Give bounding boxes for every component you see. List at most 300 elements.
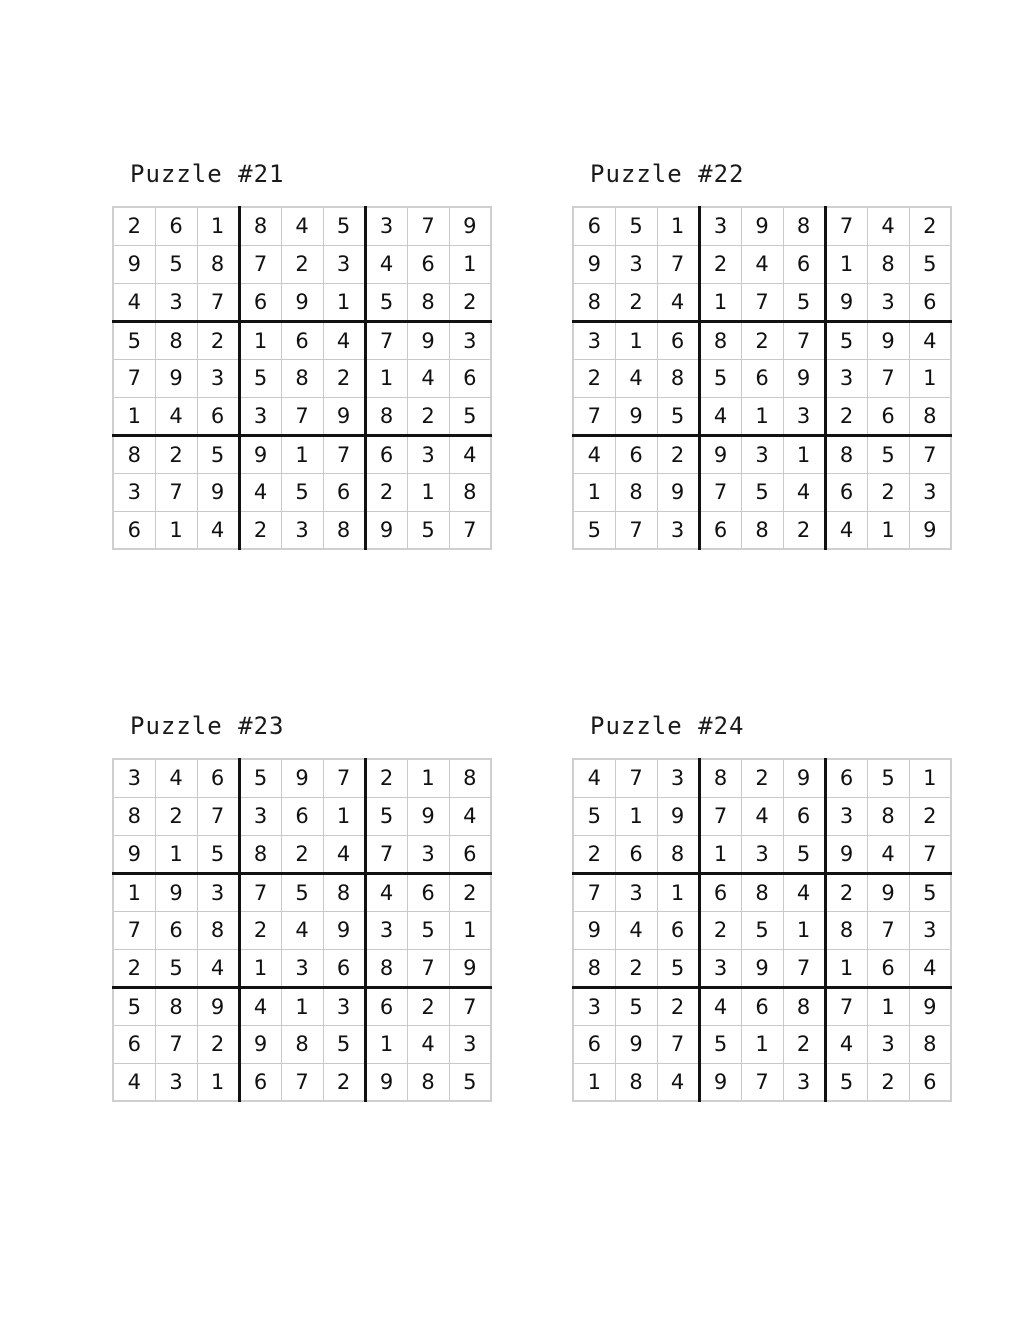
sudoku-cell[interactable]: 5 (239, 759, 281, 797)
sudoku-cell[interactable]: 5 (573, 511, 615, 549)
sudoku-cell[interactable]: 3 (783, 1063, 825, 1101)
sudoku-cell[interactable]: 4 (909, 949, 951, 987)
sudoku-cell[interactable]: 7 (615, 759, 657, 797)
sudoku-cell[interactable]: 7 (867, 359, 909, 397)
sudoku-cell[interactable]: 8 (365, 949, 407, 987)
sudoku-cell[interactable]: 4 (239, 473, 281, 511)
sudoku-cell[interactable]: 6 (449, 835, 491, 873)
sudoku-cell[interactable]: 9 (573, 245, 615, 283)
sudoku-cell[interactable]: 3 (407, 435, 449, 473)
sudoku-cell[interactable]: 9 (407, 321, 449, 359)
sudoku-cell[interactable]: 9 (365, 1063, 407, 1101)
sudoku-cell[interactable]: 6 (699, 511, 741, 549)
sudoku-cell[interactable]: 8 (573, 283, 615, 321)
sudoku-cell[interactable]: 1 (825, 949, 867, 987)
sudoku-cell[interactable]: 1 (867, 511, 909, 549)
sudoku-cell[interactable]: 9 (197, 473, 239, 511)
sudoku-cell[interactable]: 3 (909, 473, 951, 511)
sudoku-cell[interactable]: 2 (825, 873, 867, 911)
sudoku-cell[interactable]: 5 (615, 987, 657, 1025)
sudoku-cell[interactable]: 9 (323, 911, 365, 949)
sudoku-cell[interactable]: 3 (155, 1063, 197, 1101)
sudoku-cell[interactable]: 3 (113, 759, 155, 797)
sudoku-cell[interactable]: 9 (155, 359, 197, 397)
sudoku-cell[interactable]: 7 (239, 245, 281, 283)
sudoku-cell[interactable]: 2 (197, 1025, 239, 1063)
sudoku-cell[interactable]: 3 (573, 321, 615, 359)
sudoku-cell[interactable]: 2 (365, 759, 407, 797)
sudoku-cell[interactable]: 9 (615, 1025, 657, 1063)
sudoku-cell[interactable]: 3 (657, 511, 699, 549)
sudoku-cell[interactable]: 8 (113, 797, 155, 835)
sudoku-cell[interactable]: 5 (197, 435, 239, 473)
sudoku-cell[interactable]: 6 (573, 1025, 615, 1063)
sudoku-cell[interactable]: 8 (615, 1063, 657, 1101)
sudoku-cell[interactable]: 5 (699, 1025, 741, 1063)
sudoku-cell[interactable]: 7 (365, 835, 407, 873)
sudoku-cell[interactable]: 9 (699, 1063, 741, 1101)
sudoku-cell[interactable]: 2 (573, 835, 615, 873)
sudoku-cell[interactable]: 3 (449, 1025, 491, 1063)
sudoku-cell[interactable]: 8 (699, 321, 741, 359)
sudoku-cell[interactable]: 6 (783, 797, 825, 835)
sudoku-cell[interactable]: 4 (365, 245, 407, 283)
sudoku-cell[interactable]: 1 (573, 1063, 615, 1101)
sudoku-cell[interactable]: 3 (323, 987, 365, 1025)
sudoku-cell[interactable]: 3 (867, 1025, 909, 1063)
sudoku-cell[interactable]: 8 (197, 911, 239, 949)
sudoku-cell[interactable]: 4 (113, 1063, 155, 1101)
sudoku-cell[interactable]: 4 (741, 797, 783, 835)
sudoku-cell[interactable]: 3 (281, 511, 323, 549)
sudoku-cell[interactable]: 5 (741, 473, 783, 511)
sudoku-cell[interactable]: 9 (867, 321, 909, 359)
sudoku-cell[interactable]: 5 (825, 321, 867, 359)
sudoku-cell[interactable]: 5 (407, 511, 449, 549)
sudoku-cell[interactable]: 9 (657, 797, 699, 835)
sudoku-cell[interactable]: 8 (741, 873, 783, 911)
sudoku-cell[interactable]: 2 (323, 1063, 365, 1101)
sudoku-cell[interactable]: 4 (407, 1025, 449, 1063)
sudoku-cell[interactable]: 4 (657, 283, 699, 321)
sudoku-cell[interactable]: 5 (657, 397, 699, 435)
sudoku-cell[interactable]: 4 (783, 473, 825, 511)
sudoku-cell[interactable]: 2 (867, 1063, 909, 1101)
sudoku-cell[interactable]: 1 (741, 397, 783, 435)
sudoku-cell[interactable]: 2 (365, 473, 407, 511)
sudoku-cell[interactable]: 1 (323, 283, 365, 321)
sudoku-cell[interactable]: 6 (741, 987, 783, 1025)
sudoku-cell[interactable]: 7 (449, 511, 491, 549)
sudoku-cell[interactable]: 6 (407, 873, 449, 911)
sudoku-cell[interactable]: 5 (909, 245, 951, 283)
sudoku-cell[interactable]: 5 (155, 949, 197, 987)
sudoku-cell[interactable]: 5 (281, 873, 323, 911)
sudoku-cell[interactable]: 3 (449, 321, 491, 359)
sudoku-cell[interactable]: 7 (573, 397, 615, 435)
sudoku-cell[interactable]: 7 (825, 987, 867, 1025)
sudoku-cell[interactable]: 1 (197, 207, 239, 245)
sudoku-cell[interactable]: 6 (197, 759, 239, 797)
sudoku-cell[interactable]: 1 (239, 949, 281, 987)
sudoku-cell[interactable]: 5 (783, 283, 825, 321)
sudoku-cell[interactable]: 6 (323, 473, 365, 511)
sudoku-cell[interactable]: 5 (281, 473, 323, 511)
sudoku-cell[interactable]: 6 (155, 911, 197, 949)
sudoku-cell[interactable]: 9 (867, 873, 909, 911)
sudoku-cell[interactable]: 2 (113, 949, 155, 987)
sudoku-cell[interactable]: 1 (699, 283, 741, 321)
sudoku-cell[interactable]: 1 (365, 359, 407, 397)
sudoku-cell[interactable]: 4 (449, 435, 491, 473)
sudoku-cell[interactable]: 6 (365, 435, 407, 473)
sudoku-cell[interactable]: 3 (407, 835, 449, 873)
sudoku-cell[interactable]: 9 (783, 759, 825, 797)
sudoku-cell[interactable]: 4 (281, 207, 323, 245)
sudoku-cell[interactable]: 2 (741, 759, 783, 797)
sudoku-cell[interactable]: 4 (741, 245, 783, 283)
sudoku-cell[interactable]: 4 (867, 207, 909, 245)
sudoku-cell[interactable]: 4 (197, 949, 239, 987)
sudoku-cell[interactable]: 5 (615, 207, 657, 245)
sudoku-cell[interactable]: 2 (657, 987, 699, 1025)
sudoku-cell[interactable]: 8 (449, 759, 491, 797)
sudoku-cell[interactable]: 3 (239, 397, 281, 435)
sudoku-cell[interactable]: 4 (909, 321, 951, 359)
sudoku-cell[interactable]: 6 (449, 359, 491, 397)
sudoku-cell[interactable]: 8 (155, 987, 197, 1025)
sudoku-cell[interactable]: 2 (323, 359, 365, 397)
sudoku-cell[interactable]: 1 (825, 245, 867, 283)
sudoku-cell[interactable]: 7 (365, 321, 407, 359)
sudoku-cell[interactable]: 8 (783, 207, 825, 245)
sudoku-cell[interactable]: 3 (197, 873, 239, 911)
sudoku-cell[interactable]: 9 (615, 397, 657, 435)
sudoku-cell[interactable]: 2 (699, 245, 741, 283)
sudoku-cell[interactable]: 6 (741, 359, 783, 397)
sudoku-cell[interactable]: 5 (825, 1063, 867, 1101)
sudoku-cell[interactable]: 7 (657, 245, 699, 283)
sudoku-cell[interactable]: 6 (699, 873, 741, 911)
sudoku-cell[interactable]: 1 (449, 245, 491, 283)
sudoku-cell[interactable]: 2 (239, 911, 281, 949)
sudoku-cell[interactable]: 4 (867, 835, 909, 873)
sudoku-cell[interactable]: 8 (699, 759, 741, 797)
sudoku-cell[interactable]: 5 (365, 797, 407, 835)
sudoku-cell[interactable]: 6 (615, 435, 657, 473)
sudoku-cell[interactable]: 8 (615, 473, 657, 511)
sudoku-cell[interactable]: 9 (281, 759, 323, 797)
sudoku-cell[interactable]: 7 (909, 835, 951, 873)
sudoku-cell[interactable]: 1 (113, 397, 155, 435)
sudoku-cell[interactable]: 8 (741, 511, 783, 549)
sudoku-cell[interactable]: 8 (323, 511, 365, 549)
sudoku-cell[interactable]: 2 (281, 245, 323, 283)
sudoku-cell[interactable]: 5 (323, 207, 365, 245)
sudoku-cell[interactable]: 8 (825, 435, 867, 473)
sudoku-cell[interactable]: 9 (323, 397, 365, 435)
sudoku-cell[interactable]: 9 (909, 511, 951, 549)
sudoku-cell[interactable]: 9 (449, 207, 491, 245)
sudoku-cell[interactable]: 6 (281, 797, 323, 835)
sudoku-cell[interactable]: 1 (323, 797, 365, 835)
sudoku-cell[interactable]: 9 (155, 873, 197, 911)
sudoku-cell[interactable]: 3 (699, 949, 741, 987)
sudoku-cell[interactable]: 6 (615, 835, 657, 873)
sudoku-cell[interactable]: 3 (825, 797, 867, 835)
sudoku-cell[interactable]: 2 (197, 321, 239, 359)
sudoku-cell[interactable]: 7 (113, 359, 155, 397)
sudoku-cell[interactable]: 3 (365, 207, 407, 245)
sudoku-cell[interactable]: 4 (573, 759, 615, 797)
sudoku-cell[interactable]: 1 (197, 1063, 239, 1101)
sudoku-cell[interactable]: 5 (867, 759, 909, 797)
sudoku-cell[interactable]: 6 (239, 283, 281, 321)
sudoku-cell[interactable]: 6 (113, 511, 155, 549)
sudoku-cell[interactable]: 4 (825, 511, 867, 549)
sudoku-cell[interactable]: 1 (155, 835, 197, 873)
sudoku-cell[interactable]: 3 (113, 473, 155, 511)
sudoku-cell[interactable]: 6 (909, 283, 951, 321)
sudoku-cell[interactable]: 5 (573, 797, 615, 835)
sudoku-cell[interactable]: 7 (323, 759, 365, 797)
sudoku-cell[interactable]: 6 (825, 759, 867, 797)
sudoku-cell[interactable]: 4 (197, 511, 239, 549)
sudoku-cell[interactable]: 5 (365, 283, 407, 321)
sudoku-cell[interactable]: 1 (783, 911, 825, 949)
sudoku-cell[interactable]: 6 (825, 473, 867, 511)
sudoku-cell[interactable]: 3 (909, 911, 951, 949)
sudoku-cell[interactable]: 8 (323, 873, 365, 911)
sudoku-cell[interactable]: 5 (239, 359, 281, 397)
sudoku-cell[interactable]: 2 (867, 473, 909, 511)
sudoku-cell[interactable]: 5 (155, 245, 197, 283)
sudoku-cell[interactable]: 9 (113, 835, 155, 873)
sudoku-cell[interactable]: 6 (155, 207, 197, 245)
sudoku-cell[interactable]: 3 (615, 245, 657, 283)
sudoku-cell[interactable]: 1 (573, 473, 615, 511)
sudoku-cell[interactable]: 8 (825, 911, 867, 949)
sudoku-cell[interactable]: 9 (573, 911, 615, 949)
sudoku-cell[interactable]: 1 (699, 835, 741, 873)
sudoku-cell[interactable]: 8 (657, 359, 699, 397)
sudoku-cell[interactable]: 4 (657, 1063, 699, 1101)
sudoku-cell[interactable]: 2 (113, 207, 155, 245)
sudoku-cell[interactable]: 7 (741, 1063, 783, 1101)
sudoku-cell[interactable]: 4 (281, 911, 323, 949)
sudoku-cell[interactable]: 8 (867, 797, 909, 835)
sudoku-cell[interactable]: 7 (783, 321, 825, 359)
sudoku-cell[interactable]: 8 (867, 245, 909, 283)
sudoku-cell[interactable]: 2 (155, 797, 197, 835)
sudoku-cell[interactable]: 7 (281, 397, 323, 435)
sudoku-cell[interactable]: 9 (741, 207, 783, 245)
sudoku-cell[interactable]: 3 (867, 283, 909, 321)
sudoku-cell[interactable]: 1 (783, 435, 825, 473)
sudoku-cell[interactable]: 5 (867, 435, 909, 473)
sudoku-cell[interactable]: 8 (407, 283, 449, 321)
sudoku-cell[interactable]: 9 (113, 245, 155, 283)
sudoku-cell[interactable]: 2 (615, 283, 657, 321)
sudoku-cell[interactable]: 6 (197, 397, 239, 435)
sudoku-cell[interactable]: 7 (155, 1025, 197, 1063)
sudoku-cell[interactable]: 7 (239, 873, 281, 911)
sudoku-cell[interactable]: 9 (449, 949, 491, 987)
sudoku-cell[interactable]: 7 (699, 797, 741, 835)
sudoku-cell[interactable]: 1 (449, 911, 491, 949)
sudoku-cell[interactable]: 8 (239, 835, 281, 873)
sudoku-cell[interactable]: 9 (197, 987, 239, 1025)
sudoku-cell[interactable]: 2 (783, 511, 825, 549)
sudoku-cell[interactable]: 6 (365, 987, 407, 1025)
sudoku-cell[interactable]: 1 (657, 207, 699, 245)
sudoku-cell[interactable]: 7 (741, 283, 783, 321)
sudoku-cell[interactable]: 7 (155, 473, 197, 511)
sudoku-cell[interactable]: 6 (783, 245, 825, 283)
sudoku-cell[interactable]: 6 (323, 949, 365, 987)
sudoku-cell[interactable]: 6 (867, 397, 909, 435)
sudoku-cell[interactable]: 5 (323, 1025, 365, 1063)
sudoku-cell[interactable]: 8 (281, 359, 323, 397)
sudoku-cell[interactable]: 8 (155, 321, 197, 359)
sudoku-cell[interactable]: 2 (825, 397, 867, 435)
sudoku-cell[interactable]: 8 (239, 207, 281, 245)
sudoku-cell[interactable]: 6 (407, 245, 449, 283)
sudoku-cell[interactable]: 4 (113, 283, 155, 321)
sudoku-cell[interactable]: 3 (197, 359, 239, 397)
sudoku-cell[interactable]: 1 (615, 797, 657, 835)
sudoku-cell[interactable]: 5 (741, 911, 783, 949)
sudoku-cell[interactable]: 9 (365, 511, 407, 549)
sudoku-cell[interactable]: 4 (323, 321, 365, 359)
sudoku-cell[interactable]: 7 (407, 207, 449, 245)
sudoku-cell[interactable]: 1 (867, 987, 909, 1025)
sudoku-cell[interactable]: 1 (657, 873, 699, 911)
sudoku-cell[interactable]: 1 (281, 987, 323, 1025)
sudoku-cell[interactable]: 4 (825, 1025, 867, 1063)
sudoku-cell[interactable]: 3 (615, 873, 657, 911)
sudoku-cell[interactable]: 5 (407, 911, 449, 949)
sudoku-cell[interactable]: 6 (113, 1025, 155, 1063)
sudoku-cell[interactable]: 3 (741, 835, 783, 873)
sudoku-cell[interactable]: 7 (449, 987, 491, 1025)
sudoku-cell[interactable]: 7 (197, 283, 239, 321)
sudoku-cell[interactable]: 6 (573, 207, 615, 245)
sudoku-cell[interactable]: 7 (197, 797, 239, 835)
sudoku-cell[interactable]: 8 (407, 1063, 449, 1101)
sudoku-cell[interactable]: 4 (365, 873, 407, 911)
sudoku-cell[interactable]: 4 (239, 987, 281, 1025)
sudoku-cell[interactable]: 4 (783, 873, 825, 911)
sudoku-cell[interactable]: 2 (741, 321, 783, 359)
sudoku-cell[interactable]: 5 (449, 397, 491, 435)
sudoku-cell[interactable]: 3 (155, 283, 197, 321)
sudoku-cell[interactable]: 7 (323, 435, 365, 473)
sudoku-cell[interactable]: 2 (573, 359, 615, 397)
sudoku-cell[interactable]: 2 (909, 797, 951, 835)
sudoku-cell[interactable]: 7 (825, 207, 867, 245)
sudoku-cell[interactable]: 2 (615, 949, 657, 987)
sudoku-cell[interactable]: 1 (155, 511, 197, 549)
sudoku-cell[interactable]: 7 (909, 435, 951, 473)
sudoku-cell[interactable]: 4 (155, 397, 197, 435)
sudoku-cell[interactable]: 8 (573, 949, 615, 987)
sudoku-cell[interactable]: 2 (155, 435, 197, 473)
sudoku-cell[interactable]: 9 (281, 283, 323, 321)
sudoku-cell[interactable]: 4 (573, 435, 615, 473)
sudoku-cell[interactable]: 7 (657, 1025, 699, 1063)
sudoku-cell[interactable]: 8 (909, 1025, 951, 1063)
sudoku-cell[interactable]: 5 (657, 949, 699, 987)
sudoku-cell[interactable]: 4 (449, 797, 491, 835)
sudoku-cell[interactable]: 1 (909, 359, 951, 397)
sudoku-cell[interactable]: 8 (449, 473, 491, 511)
sudoku-cell[interactable]: 1 (113, 873, 155, 911)
sudoku-cell[interactable]: 2 (449, 283, 491, 321)
sudoku-cell[interactable]: 3 (281, 949, 323, 987)
sudoku-cell[interactable]: 3 (365, 911, 407, 949)
sudoku-cell[interactable]: 2 (909, 207, 951, 245)
sudoku-cell[interactable]: 4 (699, 397, 741, 435)
sudoku-cell[interactable]: 9 (239, 1025, 281, 1063)
sudoku-cell[interactable]: 6 (239, 1063, 281, 1101)
sudoku-cell[interactable]: 1 (281, 435, 323, 473)
sudoku-cell[interactable]: 2 (657, 435, 699, 473)
sudoku-cell[interactable]: 7 (867, 911, 909, 949)
sudoku-cell[interactable]: 5 (449, 1063, 491, 1101)
sudoku-cell[interactable]: 2 (281, 835, 323, 873)
sudoku-cell[interactable]: 4 (407, 359, 449, 397)
sudoku-cell[interactable]: 4 (155, 759, 197, 797)
sudoku-cell[interactable]: 9 (825, 835, 867, 873)
sudoku-cell[interactable]: 9 (909, 987, 951, 1025)
sudoku-cell[interactable]: 3 (741, 435, 783, 473)
sudoku-cell[interactable]: 7 (113, 911, 155, 949)
sudoku-cell[interactable]: 2 (407, 397, 449, 435)
sudoku-cell[interactable]: 4 (323, 835, 365, 873)
sudoku-cell[interactable]: 6 (657, 321, 699, 359)
sudoku-cell[interactable]: 7 (407, 949, 449, 987)
sudoku-cell[interactable]: 1 (741, 1025, 783, 1063)
sudoku-cell[interactable]: 8 (909, 397, 951, 435)
sudoku-cell[interactable]: 8 (783, 987, 825, 1025)
sudoku-cell[interactable]: 5 (197, 835, 239, 873)
sudoku-cell[interactable]: 7 (699, 473, 741, 511)
sudoku-cell[interactable]: 9 (825, 283, 867, 321)
sudoku-cell[interactable]: 9 (239, 435, 281, 473)
sudoku-cell[interactable]: 3 (699, 207, 741, 245)
sudoku-cell[interactable]: 1 (615, 321, 657, 359)
sudoku-cell[interactable]: 3 (573, 987, 615, 1025)
sudoku-cell[interactable]: 2 (699, 911, 741, 949)
sudoku-cell[interactable]: 2 (783, 1025, 825, 1063)
sudoku-cell[interactable]: 6 (909, 1063, 951, 1101)
sudoku-cell[interactable]: 5 (113, 987, 155, 1025)
sudoku-cell[interactable]: 3 (783, 397, 825, 435)
sudoku-cell[interactable]: 7 (615, 511, 657, 549)
sudoku-cell[interactable]: 7 (281, 1063, 323, 1101)
sudoku-cell[interactable]: 8 (197, 245, 239, 283)
sudoku-cell[interactable]: 2 (407, 987, 449, 1025)
sudoku-cell[interactable]: 1 (407, 473, 449, 511)
sudoku-cell[interactable]: 5 (783, 835, 825, 873)
sudoku-cell[interactable]: 3 (323, 245, 365, 283)
sudoku-cell[interactable]: 9 (407, 797, 449, 835)
sudoku-cell[interactable]: 4 (615, 359, 657, 397)
sudoku-cell[interactable]: 6 (281, 321, 323, 359)
sudoku-cell[interactable]: 9 (783, 359, 825, 397)
sudoku-cell[interactable]: 5 (699, 359, 741, 397)
